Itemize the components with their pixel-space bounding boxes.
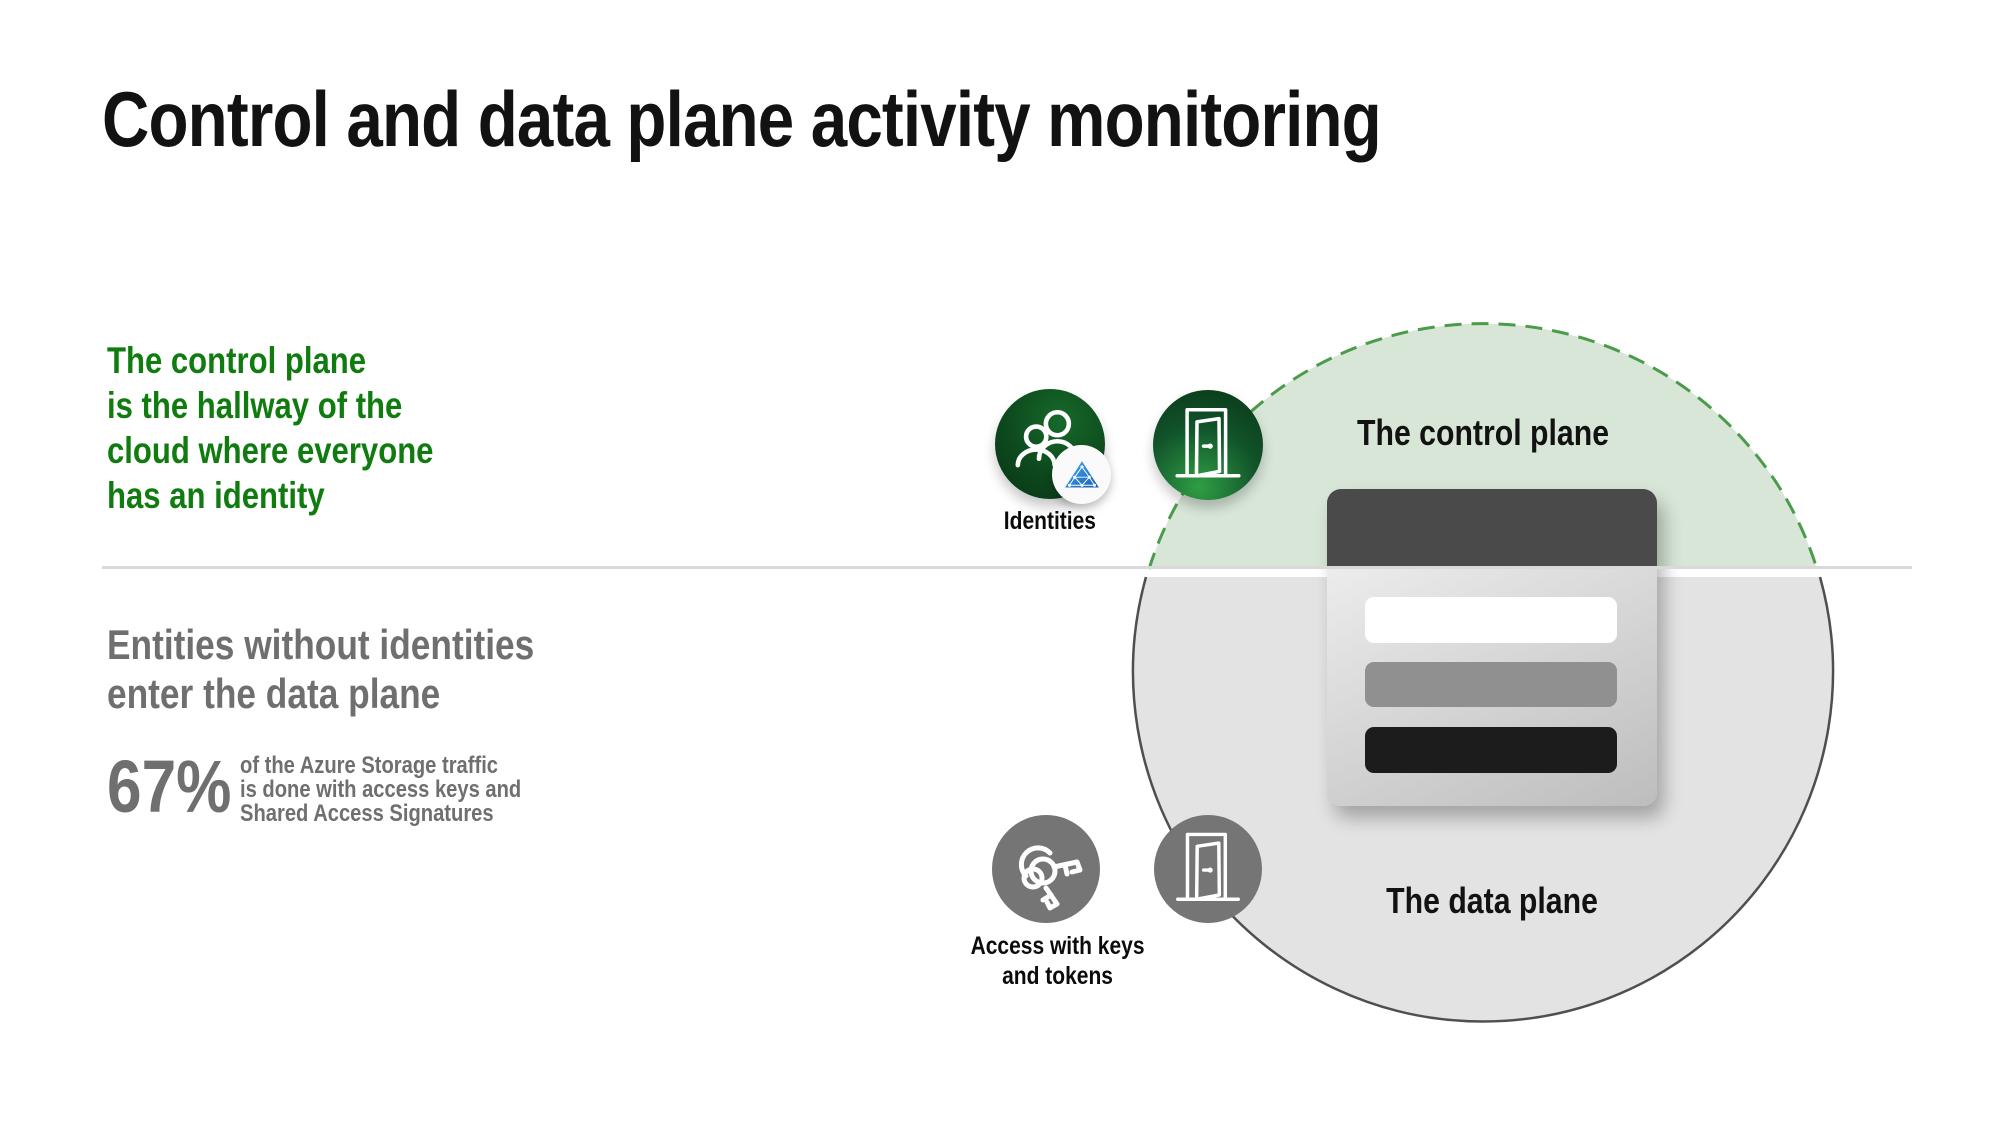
control-plane-label: The control plane [1356,412,1610,453]
server-bar-white [1365,597,1617,643]
plane-divider-line [102,566,1912,569]
server-bar-black [1365,727,1617,773]
stat-line: is done with access keys and [240,776,522,803]
data-plane-door-circle [1154,815,1262,923]
control-plane-door-circle [1153,390,1263,500]
access-label-line: Access with keys [970,932,1145,960]
page-title: Control and data plane activity monitoring [102,75,1381,163]
access-keys-label [930,931,1185,991]
callout-line: is the hallway of the [107,385,403,426]
door-icon [1154,815,1262,923]
identities-label: Identities [1003,507,1097,535]
server-header-band [1327,489,1657,566]
storage-server-icon [1327,489,1657,806]
access-keys-circle [992,815,1100,923]
callout-line: has an identity [107,475,325,516]
keys-icon [996,819,1096,919]
data-plane-label: The data plane [1386,880,1598,921]
stat-line: Shared Access Signatures [240,800,494,827]
callout-line: cloud where everyone [107,430,434,471]
stat-value: 67% [107,745,232,828]
stat-line: of the Azure Storage traffic [240,752,499,779]
access-label-line: and tokens [1002,962,1113,990]
heading-line: enter the data plane [107,670,441,717]
server-bar-gray [1365,662,1617,707]
heading-line: Entities without identities [107,621,535,668]
callout-line: The control plane [107,340,367,381]
entra-badge [1052,445,1111,504]
entra-pyramid-icon [1060,453,1104,497]
door-icon [1153,390,1263,500]
